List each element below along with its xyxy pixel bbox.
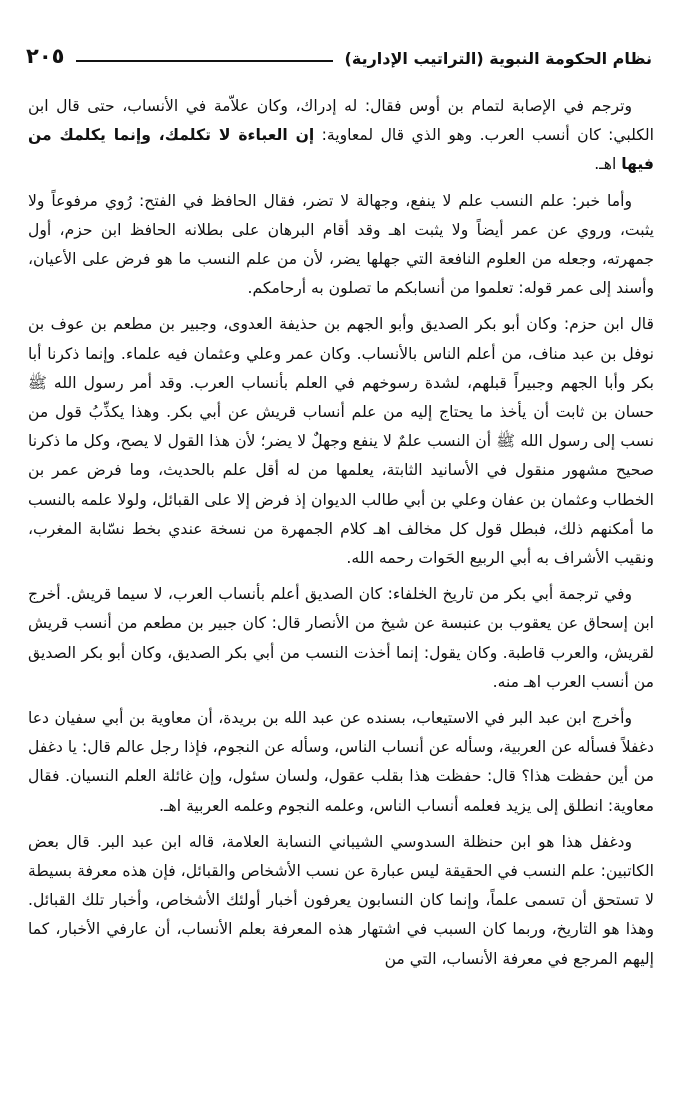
paragraph bbox=[28, 310, 654, 573]
page-header bbox=[26, 34, 652, 68]
paragraph-text: اهـ. bbox=[594, 155, 622, 174]
paragraph-text: وترجم في الإصابة لتمام بن أوس فقال: له إدراك، وكان علاّمة في الأنساب، حتى قال ابن الكلبي: كان أنسب العرب. وهو الذي قال لمعاوية: bbox=[28, 97, 654, 145]
paragraph bbox=[28, 704, 654, 821]
bold-quote: إن العباءة لا تكلمك، وإنما يكلمك من فيها bbox=[28, 126, 654, 174]
paragraph-text: وأخرج ابن عبد البر في الاستيعاب، بسنده عن عبد الله بن بريدة، أن معاوية بن أبي سفيان دعا دغفلاً فسأله عن العربية، وسأله عن أنساب الناس، وسأله عن النجوم، فإذا رجل عالم قال: يا دغفل من أين حفظت هذا؟ قال: حفظت هذا بقلب عقول، ولسان سئول، وإن غائلة العلم النسيان. فقال معاوية: انطلق إلى يزيد فعلمه أنساب الناس، وعلمه النجوم وعلمه العربية اهـ. bbox=[28, 709, 654, 815]
paragraph-text: وأما خبر: علم النسب علم لا ينفع، وجهالة لا تضر، فقال الحافظ في الفتح: رُوي مرفوعاً ولا يثبت، وروي عن عمر أيضاً ولا يثبت اهـ وقد أقام البرهان على بطلانه الحافظ ابن حزم، أول جمهرته، وجعله من العلوم النافعة التي جهلها يضر، لأن من علم النسب ما هو فرض على الأعيان، وأسند إلى عمر قوله: تعلموا من أنسابكم ما تصلون به أرحامكم. bbox=[28, 191, 654, 298]
paragraph-text: وفي ترجمة أبي بكر من تاريخ الخلفاء: كان الصديق أعلم بأنساب العرب، لا سيما قريش. أخرج ابن إسحاق عن يعقوب بن عنبسة عن شيخ من الأنصار قال: كان جبير بن مطعم من أنسب قريش لقريش، والعرب قاطبة. وكان يقول: إنما أخذت النسب من أبي بكر الصديق، وكان أبو بكر الصديق من أنسب العرب اهـ منه. bbox=[28, 585, 654, 691]
paragraph-text: ودغفل هذا هو ابن حنظلة السدوسي الشيباني النسابة العلامة، قاله ابن عبد البر. قال بعض الكاتبين: علم النسب في الحقيقة ليس عبارة عن نسب الأشخاص والقبائل، فإن هذه معرفة بسيطة لا تستحق أن تسمى علماً، وإنما كان النسابون يعرفون أخبار أولئك الأشخاص، وأخبار تلك القبائل. وهذا هو التاريخ، وربما كان السبب في اشتهار هذه المعرفة بعلم الأنساب، أن عارفي الأخبار، كما إليهم المرجع في معرفة الأنساب، التي من bbox=[28, 832, 654, 968]
paragraph-text: قال ابن حزم: وكان أبو بكر الصديق وأبو الجهم بن حذيفة العدوى، وجبير بن مطعم بن عوف بن نوفل بن عبد مناف، من أعلم الناس بالأنساب. وكان عمر وعلي وعثمان فيه علماء. وإنما ذكرنا أبا بكر وأبا الجهم وجبيراً قبلهم، لشدة رسوخهم في العلم بأنساب العرب. وقد أمر رسول الله ﷺ حسان بن ثابت أن يأخذ ما يحتاج إليه من علم أنساب قريش عن أبي بكر. وهذا يكذِّبُ قول من نسب إلى رسول الله ﷺ أن النسب علمٌ لا ينفع وجهلٌ لا يضر؛ لأن هذا القول لا يصح، وكل ما ذكرنا صحيح مشهور منقول في الأسانيد الثابتة، يعلمها من له أقل علم بالحديث، وما فرض عمر بن الخطاب وعثمان بن عفان وعلي بن أبي طالب الديوان إذ فرض إلا على القبائل، ولولا علمه بالنسب ما أمكنهم ذلك، فبطل قول كل مخالف اهـ كلام الجمهرة من نسخة عندي بخط نسّابة المغرب، ونقيب الأشراف به أبي الربيع الحَوات رحمه الله. bbox=[28, 315, 654, 568]
running-title: نظام الحكومة النبوية (التراتيب الإدارية) bbox=[344, 49, 652, 68]
header-rule bbox=[76, 60, 332, 62]
paragraph bbox=[28, 828, 654, 974]
paragraph bbox=[28, 580, 654, 697]
page-number: ٢٠٥ bbox=[26, 44, 65, 68]
page-body bbox=[28, 92, 654, 1091]
paragraph bbox=[28, 187, 654, 304]
paragraph bbox=[28, 92, 654, 180]
